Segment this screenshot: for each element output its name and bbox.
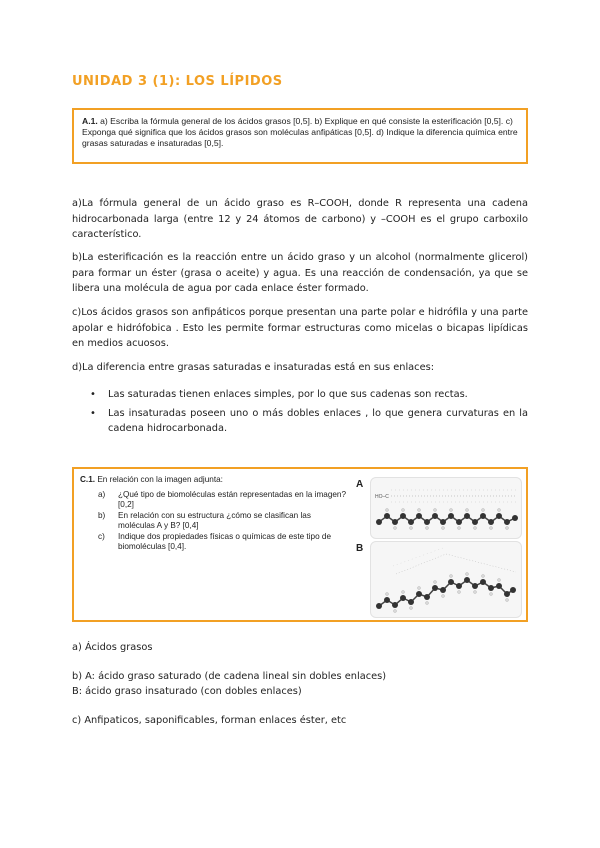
item-letter: b) — [98, 510, 106, 520]
answer-c1-b1: b) A: ácido graso saturado (de cadena lineal sin dobles enlaces) — [72, 671, 387, 682]
list-item: • Las insaturadas poseen uno o más dobles enlaces , lo que genera curvaturas en la cadena hidrocarbonada. — [72, 406, 528, 437]
question-a1-body: a) Escriba la fórmula general de los ácidos grasos [0,5]. b) Explique en qué consiste la esterificación [0,5]. c) Exponga qué significa que los ácidos grasos son moléculas anfipáticas [0,5]. d) Indique la diferencia química entre grasas saturadas e insaturadas [0,5]. — [82, 116, 518, 148]
answer-a: a)La fórmula general de un ácido graso es R–COOH, donde R representa una cadena hidrocarbonada larga (entre 12 y 24 átomos de carbono) y –COOH es el grupo carboxilo característico. — [72, 198, 528, 240]
answer-c1-b2: B: ácido graso insaturado (con dobles enlaces) — [72, 686, 302, 697]
answer-c1-a: a) Ácidos grasos — [72, 642, 153, 653]
list-item: • Las saturadas tienen enlaces simples, por lo que sus cadenas son rectas. — [72, 387, 528, 403]
answer-b: b)La esterificación es la reacción entre un ácido graso y un alcohol (normalmente glicerol) para formar un éster (grasa o aceite) y agua. Es una reacción de condensación, ya que se libera una molécula de agua por cada enlace éster formado. — [72, 252, 528, 294]
item-letter: c) — [98, 531, 105, 541]
molecule-a-label: A — [356, 479, 364, 490]
question-box-c1 — [72, 467, 528, 622]
question-a1-text — [82, 116, 518, 149]
saturated-fatty-acid-diagram — [371, 478, 521, 538]
molecule-b-image — [370, 541, 522, 618]
question-a1-label: A.1. — [82, 116, 98, 126]
question-c1-label: C.1. — [80, 475, 96, 484]
answer-c1-c: c) Anfipaticos, saponificables, forman enlaces éster, etc — [72, 715, 347, 726]
question-c1-text — [80, 475, 350, 553]
formula-prefix: HO–C — [375, 494, 389, 500]
molecule-a-image — [370, 477, 522, 539]
answer-c: c)Los ácidos grasos son anfipáticos porque presentan una parte polar e hidrófila y una parte apolar e hidrófobica . Esto les permite formar estructuras como micelas o bicapas lipídicas en medios acuosos. — [72, 307, 528, 349]
unsaturated-fatty-acid-diagram — [371, 542, 521, 617]
page-title: UNIDAD 3 (1): LOS LÍPIDOS — [72, 74, 283, 89]
item-text: Indique dos propiedades físicas o químicas de este tipo de biomoléculas [0,4]. — [118, 531, 332, 551]
item-letter: a) — [98, 489, 106, 499]
question-c1-intro: En relación con la imagen adjunta: — [97, 475, 223, 484]
answer-d: d)La diferencia entre grasas saturadas e insaturadas está en sus enlaces: — [72, 362, 435, 373]
item-text: En relación con su estructura ¿cómo se clasifican las moléculas A y B? [0,4] — [118, 510, 311, 530]
question-box-a1 — [72, 108, 528, 164]
item-text: ¿Qué tipo de biomoléculas están representadas en la imagen? [0,2] — [118, 489, 347, 509]
molecule-b-label: B — [356, 543, 364, 554]
answer-d-list — [72, 387, 528, 440]
